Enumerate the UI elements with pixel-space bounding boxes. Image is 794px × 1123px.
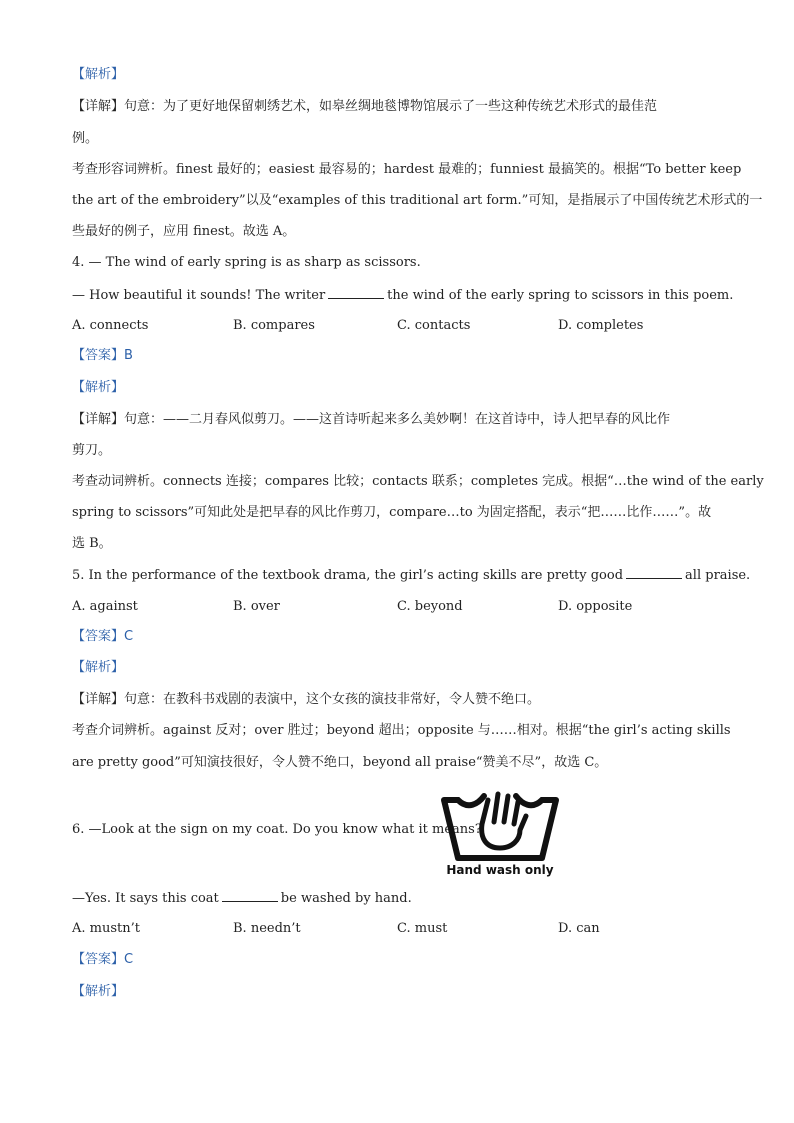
q5-stem-part-b: all praise.: [685, 568, 751, 583]
q5-option-d: D. opposite: [558, 599, 633, 614]
q5-explanation-line-2: are pretty good”可知演技很好，令人赞不绝口，beyond all praise“赞美不尽”，故选 C。: [72, 755, 608, 770]
q6-stem-part-b: be washed by hand.: [280, 891, 412, 906]
q4-option-d: D. completes: [558, 318, 644, 333]
q3-explanation-line-1: 考查形容词辨析。finest 最好的；easiest 最容易的；hardest 最难的；funniest 最搞笑的。根据“To better keep: [72, 162, 742, 177]
q5-explanation-line-1: 考查介词辨析。against 反对；over 胜过；beyond 超出；opposite 与……相对。根据“the girl’s acting skills: [72, 723, 731, 738]
q6-answer: 【答案】C: [72, 952, 134, 967]
q4-explanation-line-1: 考查动词辨析。connects 连接；compares 比较；contacts 联系；completes 完成。根据“…the wind of the early: [72, 474, 764, 489]
q3-detail-line-2: 例。: [72, 131, 99, 146]
q5-stem-part-a: 5. In the performance of the textbook drama, the girl’s acting skills are pretty good: [72, 568, 624, 583]
hand-wash-sign-icon: [438, 786, 562, 878]
q6-option-b: B. needn’t: [233, 921, 301, 936]
hand-wash-sign-text: Hand wash only: [446, 863, 554, 877]
q4-stem-line-1: 4. — The wind of early spring is as sharp as scissors.: [72, 255, 421, 270]
q4-option-c: C. contacts: [397, 318, 471, 333]
q4-stem-part-a: — How beautiful it sounds! The writer: [72, 288, 326, 303]
q4-analysis-tag: 【解析】: [72, 380, 125, 395]
q6-stem-line-1: 6. —Look at the sign on my coat. Do you know what it means?: [72, 822, 482, 837]
q4-blank: [328, 286, 384, 299]
q4-detail-line-2: 剪刀。: [72, 443, 112, 458]
q5-stem: [72, 566, 750, 585]
q5-option-c: C. beyond: [397, 599, 463, 614]
q6-analysis-tag: 【解析】: [72, 984, 125, 999]
q4-stem-part-b: the wind of the early spring to scissors in this poem.: [387, 288, 734, 303]
q4-detail-line-1: 【详解】句意：——二月春风似剪刀。——这首诗听起来多么美妙啊！在这首诗中，诗人把早春的风比作: [72, 412, 671, 427]
q3-explanation-line-2: the art of the embroidery”以及“examples of this traditional art form.”可知，是指展示了中国传统艺术形式的一: [72, 193, 763, 208]
q4-option-b: B. compares: [233, 318, 315, 333]
q6-stem-line-2: [72, 889, 412, 908]
q6-option-d: D. can: [558, 921, 600, 936]
q4-answer: 【答案】B: [72, 348, 133, 363]
analysis-tag: 【解析】: [72, 67, 125, 82]
q4-explanation-line-3: 选 B。: [72, 536, 112, 551]
q3-detail-line-1: 【详解】句意：为了更好地保留刺绣艺术，如皋丝绸地毯博物馆展示了一些这种传统艺术形式的最佳范: [72, 99, 658, 114]
q5-analysis-tag: 【解析】: [72, 660, 125, 675]
q4-stem-line-2: [72, 286, 733, 305]
q3-explanation-line-3: 些最好的例子，应用 finest。故选 A。: [72, 224, 296, 239]
q5-detail-line-1: 【详解】句意：在教科书戏剧的表演中，这个女孩的演技非常好，令人赞不绝口。: [72, 692, 541, 707]
q6-stem-part-a: —Yes. It says this coat: [72, 891, 219, 906]
q5-option-b: B. over: [233, 599, 280, 614]
q4-option-a: A. connects: [72, 318, 149, 333]
q5-blank: [626, 566, 682, 579]
q5-answer: 【答案】C: [72, 629, 134, 644]
q6-option-c: C. must: [397, 921, 448, 936]
q5-option-a: A. against: [72, 599, 138, 614]
q6-blank: [222, 889, 278, 902]
q6-option-a: A. mustn’t: [72, 921, 140, 936]
q4-explanation-line-2: spring to scissors”可知此处是把早春的风比作剪刀，compare…to 为固定搭配，表示“把……比作……”。故: [72, 505, 712, 520]
